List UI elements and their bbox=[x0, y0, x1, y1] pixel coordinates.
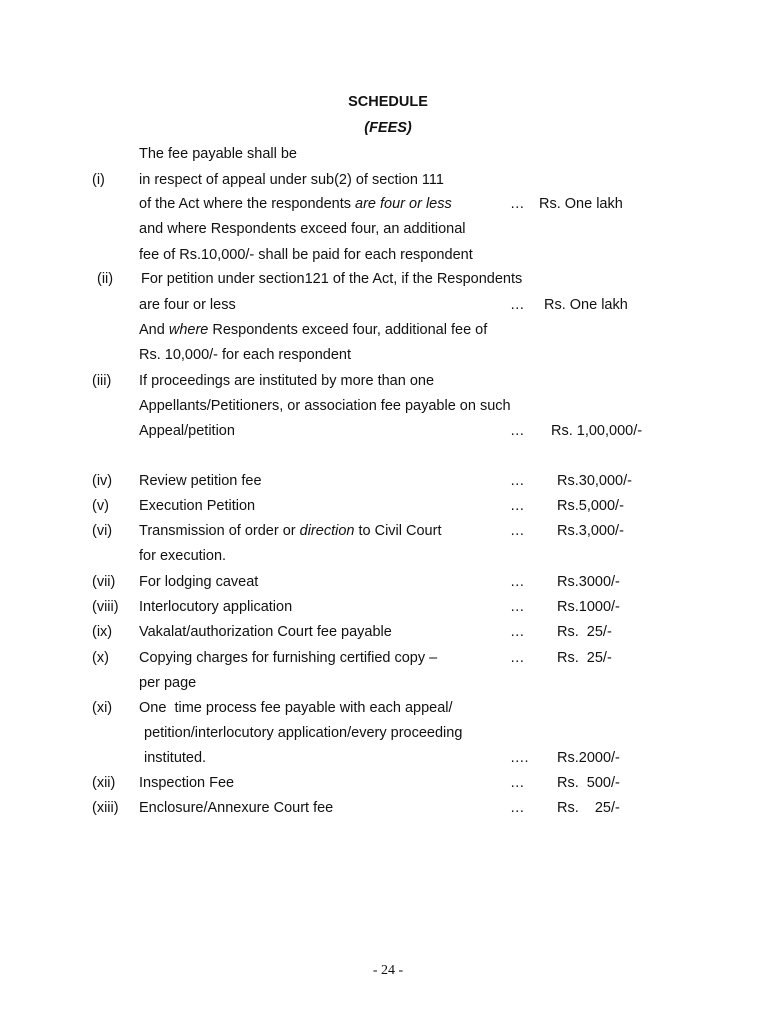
item-number: (xiii) bbox=[92, 800, 119, 816]
fee-amount: Rs.30,000/- bbox=[557, 473, 632, 489]
item-text: For lodging caveat bbox=[139, 574, 259, 590]
item-number: (xii) bbox=[92, 775, 116, 791]
item-text-plain: of the Act where the respondents bbox=[139, 196, 356, 212]
item-text: One time process fee payable with each appeal/ bbox=[139, 700, 453, 716]
item-x-row1 bbox=[0, 648, 768, 668]
item-number: (vii) bbox=[92, 574, 116, 590]
item-text-italic: are four or less bbox=[355, 196, 452, 212]
leader-dots: …. bbox=[510, 750, 529, 766]
leader-dots: … bbox=[510, 473, 525, 489]
fee-amount: Rs. 25/- bbox=[557, 624, 612, 640]
leader-dots: … bbox=[510, 800, 525, 816]
fee-amount: Rs. 25/- bbox=[557, 650, 612, 666]
item-text-plain: to Civil Court bbox=[354, 523, 442, 539]
item-text: Copying charges for furnishing certified copy – bbox=[139, 650, 438, 666]
fee-amount: Rs.3,000/- bbox=[557, 523, 624, 539]
item-ii-row3 bbox=[139, 320, 487, 340]
item-text-italic: where bbox=[168, 322, 209, 338]
item-vii bbox=[0, 572, 768, 592]
item-i-row2 bbox=[0, 194, 768, 214]
leader-dots: … bbox=[510, 196, 525, 212]
item-text: are four or less bbox=[139, 297, 236, 313]
leader-dots: … bbox=[510, 498, 525, 514]
item-text-plain: Transmission of order or bbox=[139, 523, 300, 539]
item-vi-row2: for execution. bbox=[139, 548, 227, 564]
fee-amount: Rs. 500/- bbox=[557, 775, 620, 791]
item-iv bbox=[0, 471, 768, 491]
item-text: Inspection Fee bbox=[139, 775, 235, 791]
item-text: Interlocutory application bbox=[139, 599, 293, 615]
intro-text: The fee payable shall be bbox=[139, 146, 297, 162]
item-iii-row1 bbox=[0, 371, 768, 391]
item-iii-row3 bbox=[0, 421, 768, 441]
item-text-italic: direction bbox=[299, 523, 355, 539]
fee-amount: Rs.3000/- bbox=[557, 574, 620, 590]
fee-amount: Rs. 1,00,000/- bbox=[551, 423, 643, 439]
item-ii-row1 bbox=[0, 269, 768, 289]
item-text: Appeal/petition bbox=[139, 423, 235, 439]
item-ii-row2 bbox=[0, 295, 768, 315]
item-xi-row1 bbox=[0, 698, 768, 718]
item-i-row3: and where Respondents exceed four, an additional bbox=[139, 221, 466, 237]
item-v bbox=[0, 496, 768, 516]
item-vi-row1 bbox=[0, 521, 768, 541]
item-ix bbox=[0, 622, 768, 642]
page-number: - 24 - bbox=[372, 963, 404, 978]
item-text: Execution Petition bbox=[139, 498, 256, 514]
fees-subtitle: (FEES) bbox=[364, 120, 412, 136]
item-text: in respect of appeal under sub(2) of section 111 bbox=[139, 172, 444, 188]
item-number: (viii) bbox=[92, 599, 119, 615]
item-text: Vakalat/authorization Court fee payable bbox=[139, 624, 392, 640]
leader-dots: … bbox=[510, 423, 525, 439]
item-x-row2: per page bbox=[139, 675, 197, 691]
item-xi-row3 bbox=[0, 748, 768, 768]
item-xi-row2: petition/interlocutory application/every proceeding bbox=[144, 725, 463, 741]
leader-dots: … bbox=[510, 650, 525, 666]
item-text: For petition under section121 of the Act, if the Respondents bbox=[141, 271, 523, 287]
fee-amount: Rs. One lakh bbox=[539, 196, 623, 212]
item-number: (i) bbox=[92, 172, 105, 188]
item-iii-row2: Appellants/Petitioners, or association fee payable on such bbox=[139, 398, 511, 414]
item-number: (iv) bbox=[92, 473, 113, 489]
fee-amount: Rs.5,000/- bbox=[557, 498, 624, 514]
leader-dots: … bbox=[510, 624, 525, 640]
item-text: Enclosure/Annexure Court fee bbox=[139, 800, 334, 816]
item-number: (ix) bbox=[92, 624, 113, 640]
item-text bbox=[139, 521, 441, 541]
item-text: Review petition fee bbox=[139, 473, 262, 489]
item-text-plain: And bbox=[139, 322, 169, 338]
item-text bbox=[139, 194, 452, 214]
leader-dots: … bbox=[510, 775, 525, 791]
fee-amount: Rs. 25/- bbox=[557, 800, 620, 816]
item-text-plain: Respondents exceed four, additional fee of bbox=[208, 322, 488, 338]
schedule-title: SCHEDULE bbox=[348, 94, 428, 110]
item-xii bbox=[0, 773, 768, 793]
leader-dots: … bbox=[510, 523, 525, 539]
leader-dots: … bbox=[510, 297, 525, 313]
fee-amount: Rs.1000/- bbox=[557, 599, 620, 615]
item-xiii bbox=[0, 798, 768, 818]
leader-dots: … bbox=[510, 599, 525, 615]
leader-dots: … bbox=[510, 574, 525, 590]
item-number: (x) bbox=[92, 650, 109, 666]
item-viii bbox=[0, 597, 768, 617]
item-text: If proceedings are instituted by more than one bbox=[139, 373, 435, 389]
item-number: (iii) bbox=[92, 373, 112, 389]
item-number: (vi) bbox=[92, 523, 113, 539]
item-i-row1 bbox=[0, 170, 768, 190]
fee-amount: Rs.2000/- bbox=[557, 750, 620, 766]
item-text: instituted. bbox=[144, 750, 207, 766]
item-ii-row4: Rs. 10,000/- for each respondent bbox=[139, 347, 351, 363]
item-number: (xi) bbox=[92, 700, 113, 716]
fee-amount: Rs. One lakh bbox=[544, 297, 628, 313]
item-number: (ii) bbox=[97, 271, 114, 287]
item-i-row4: fee of Rs.10,000/- shall be paid for each respondent bbox=[139, 247, 473, 263]
item-number: (v) bbox=[92, 498, 109, 514]
